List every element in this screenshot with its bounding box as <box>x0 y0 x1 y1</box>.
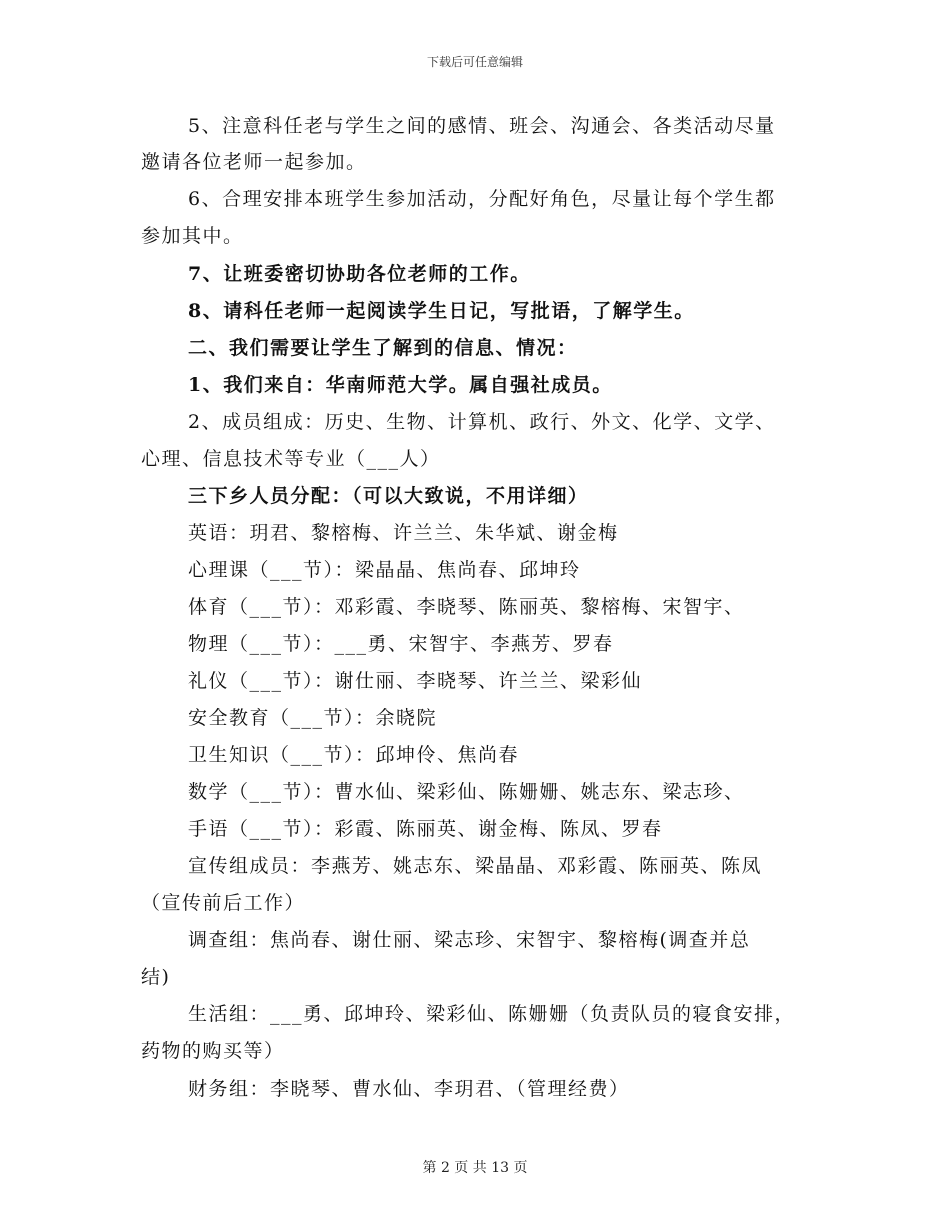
text-line: 物理（___节）：___勇、宋智宇、李燕芳、罗春 <box>188 633 614 655</box>
text-line: 安全教育（___节）：余晓院 <box>188 707 438 729</box>
text-line: 财务组：李晓琴、曹水仙、李玥君、（管理经费） <box>188 1078 630 1100</box>
text-line: 1、我们来自：华南师范大学。属自强社成员。 <box>188 374 613 396</box>
text-line: 药物的购买等） <box>141 1040 285 1062</box>
text-line: 生活组：___勇、邱坤玲、梁彩仙、陈姗姗（负责队员的寝食安排， <box>188 1003 796 1025</box>
text-line: 心理课（___节）：梁晶晶、焦尚春、邱坤玲 <box>188 559 581 581</box>
page-footer: 第 2 页 共 13 页 <box>422 1160 528 1176</box>
text-line: 三下乡人员分配：（可以大致说，不用详细） <box>188 485 589 507</box>
text-line: 参加其中。 <box>141 225 244 247</box>
text-line: 数学（___节）：曹水仙、梁彩仙、陈姗姗、姚志东、梁志珍、 <box>188 781 745 803</box>
text-line: 礼仪（___节）：谢仕丽、李晓琴、许兰兰、梁彩仙 <box>188 670 643 692</box>
text-line: 6、合理安排本班学生参加活动，分配好角色，尽量让每个学生都 <box>188 188 776 210</box>
text-line: 调查组：焦尚春、谢仕丽、梁志珍、宋智宇、黎榕梅(调查并总 <box>188 929 751 951</box>
text-line: 卫生知识（___节）：邱坤伶、焦尚春 <box>188 744 520 766</box>
text-line: 2、成员组成：历史、生物、计算机、政行、外文、化学、文学、 <box>188 411 776 433</box>
text-line: 宣传组成员：李燕芳、姚志东、梁晶晶、邓彩霞、陈丽英、陈凤 <box>188 855 763 877</box>
text-line: 8、请科任老师一起阅读学生日记，写批语，了解学生。 <box>188 300 695 322</box>
text-line: 心理、信息技术等专业（___人） <box>141 448 441 470</box>
text-line: 5、注意科任老与学生之间的感情、班会、沟通会、各类活动尽量 <box>188 115 776 137</box>
text-line: 手语（___节）：彩霞、陈丽英、谢金梅、陈凤、罗春 <box>188 818 663 840</box>
page-header: 下载后可任意编辑 <box>426 55 523 69</box>
text-line: 结) <box>141 966 171 988</box>
text-line: 二、我们需要让学生了解到的信息、情况： <box>188 337 578 359</box>
text-line: 邀请各位老师一起参加。 <box>141 151 367 173</box>
text-line: 7、让班委密切协助各位老师的工作。 <box>188 263 531 285</box>
text-line: （宣传前后工作） <box>141 892 306 914</box>
text-line: 英语：玥君、黎榕梅、许兰兰、朱华斌、谢金梅 <box>188 522 619 544</box>
text-line: 体育（___节）：邓彩霞、李晓琴、陈丽英、黎榕梅、宋智宇、 <box>188 596 745 618</box>
